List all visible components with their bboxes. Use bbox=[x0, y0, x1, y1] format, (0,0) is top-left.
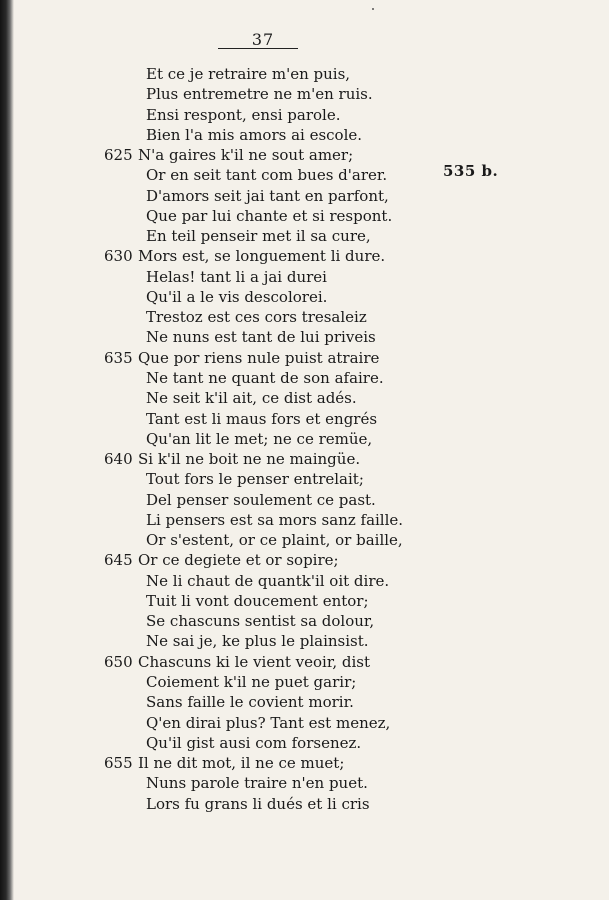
verse-line bbox=[0, 186, 609, 206]
line-number: 625 bbox=[104, 146, 133, 165]
verse-text: Coiement k'il ne puet garir; bbox=[146, 672, 357, 691]
verse-text: Ne seit k'il ait, ce dist adés. bbox=[146, 389, 357, 408]
verse-line bbox=[0, 145, 609, 165]
verse-text: Sans faille le covient morir. bbox=[146, 693, 354, 712]
line-number: 640 bbox=[104, 450, 133, 469]
verse-line bbox=[0, 591, 609, 611]
verse-line bbox=[0, 327, 609, 347]
verse-line bbox=[0, 267, 609, 287]
verse-text: Bien l'a mis amors ai escole. bbox=[146, 125, 363, 144]
verse-text: En teil penseir met il sa cure, bbox=[146, 227, 371, 246]
verse-line bbox=[0, 733, 609, 753]
line-number: 655 bbox=[104, 754, 133, 773]
verse-line bbox=[0, 611, 609, 631]
margin-folio-reference: 535 b. bbox=[443, 162, 499, 180]
verse-text: Ne tant ne quant de son afaire. bbox=[146, 368, 384, 387]
verse-text: Que par lui chante et si respont. bbox=[146, 206, 393, 225]
verse-text: Plus entremetre ne m'en ruis. bbox=[146, 85, 373, 104]
page-number: 37 bbox=[251, 30, 275, 49]
verse-text: Q'en dirai plus? Tant est menez, bbox=[146, 713, 391, 732]
verse-line bbox=[0, 64, 609, 84]
verse-line bbox=[0, 449, 609, 469]
verse-text: Or en seit tant com bues d'arer. bbox=[146, 166, 388, 185]
verse-line bbox=[0, 550, 609, 570]
verse-line bbox=[0, 692, 609, 712]
line-number: 650 bbox=[104, 652, 133, 671]
verse-text: Chascuns ki le vient veoir, dist bbox=[138, 652, 371, 671]
verse-line bbox=[0, 469, 609, 489]
verse-block bbox=[0, 64, 609, 814]
verse-text: Tout fors le penser entrelait; bbox=[146, 470, 364, 489]
verse-text: D'amors seit jai tant en parfont, bbox=[146, 186, 389, 205]
verse-text: Ne nuns est tant de lui priveis bbox=[146, 328, 376, 347]
verse-text: Se chascuns sentist sa dolour, bbox=[146, 612, 375, 631]
line-number: 630 bbox=[104, 247, 133, 266]
verse-text: Qu'an lit le met; ne ce remüe, bbox=[146, 429, 373, 448]
verse-text: Nuns parole traire n'en puet. bbox=[146, 774, 368, 793]
verse-line bbox=[0, 713, 609, 733]
verse-line bbox=[0, 429, 609, 449]
verse-text: Ne sai je, ke plus le plainsist. bbox=[146, 632, 369, 651]
verse-text: Et ce je retraire m'en puis, bbox=[146, 65, 351, 83]
verse-text: Del penser soulement ce past. bbox=[146, 490, 376, 509]
verse-text: Helas! tant li a jai durei bbox=[146, 267, 327, 286]
verse-line bbox=[0, 773, 609, 793]
verse-text: Or ce degiete et or sopire; bbox=[138, 551, 339, 570]
print-speck bbox=[372, 8, 374, 10]
verse-line bbox=[0, 287, 609, 307]
line-number: 635 bbox=[104, 348, 133, 367]
verse-text: Qu'il gist ausi com forsenez. bbox=[146, 733, 362, 752]
verse-text: Que por riens nule puist atraire bbox=[138, 348, 380, 367]
verse-line bbox=[0, 530, 609, 550]
verse-text: Tant est li maus fors et engrés bbox=[146, 409, 378, 428]
verse-line bbox=[0, 672, 609, 692]
verse-line bbox=[0, 388, 609, 408]
verse-text: Ensi respont, ensi parole. bbox=[146, 105, 341, 124]
verse-text: Ne li chaut de quantk'il oit dire. bbox=[146, 571, 390, 590]
verse-text: Qu'il a le vis descolorei. bbox=[146, 287, 328, 306]
verse-line bbox=[0, 206, 609, 226]
verse-line bbox=[0, 409, 609, 429]
verse-line bbox=[0, 490, 609, 510]
verse-text: Tuit li vont doucement entor; bbox=[146, 591, 369, 610]
verse-line bbox=[0, 246, 609, 266]
verse-line bbox=[0, 84, 609, 104]
verse-line bbox=[0, 307, 609, 327]
verse-line bbox=[0, 368, 609, 388]
verse-line bbox=[0, 631, 609, 651]
verse-line bbox=[0, 510, 609, 530]
verse-text: Si k'il ne boit ne ne maingüe. bbox=[138, 450, 361, 469]
verse-text: N'a gaires k'il ne sout amer; bbox=[138, 146, 354, 165]
verse-text: Trestoz est ces cors tresaleiz bbox=[146, 308, 367, 327]
verse-text: Il ne dit mot, il ne ce muet; bbox=[138, 754, 345, 773]
verse-line bbox=[0, 753, 609, 773]
verse-text: Mors est, se longuement li dure. bbox=[138, 247, 386, 266]
verse-line bbox=[0, 571, 609, 591]
verse-line bbox=[0, 105, 609, 125]
header-rule bbox=[218, 48, 298, 49]
verse-line bbox=[0, 165, 609, 185]
line-number: 645 bbox=[104, 551, 133, 570]
verse-line bbox=[0, 794, 609, 814]
verse-line bbox=[0, 348, 609, 368]
verse-text: Li pensers est sa mors sanz faille. bbox=[146, 510, 404, 529]
verse-line bbox=[0, 226, 609, 246]
verse-text: Or s'estent, or ce plaint, or baille, bbox=[146, 531, 403, 550]
verse-line bbox=[0, 652, 609, 672]
verse-line bbox=[0, 125, 609, 145]
verse-text: Lors fu grans li dués et li cris bbox=[146, 794, 370, 813]
